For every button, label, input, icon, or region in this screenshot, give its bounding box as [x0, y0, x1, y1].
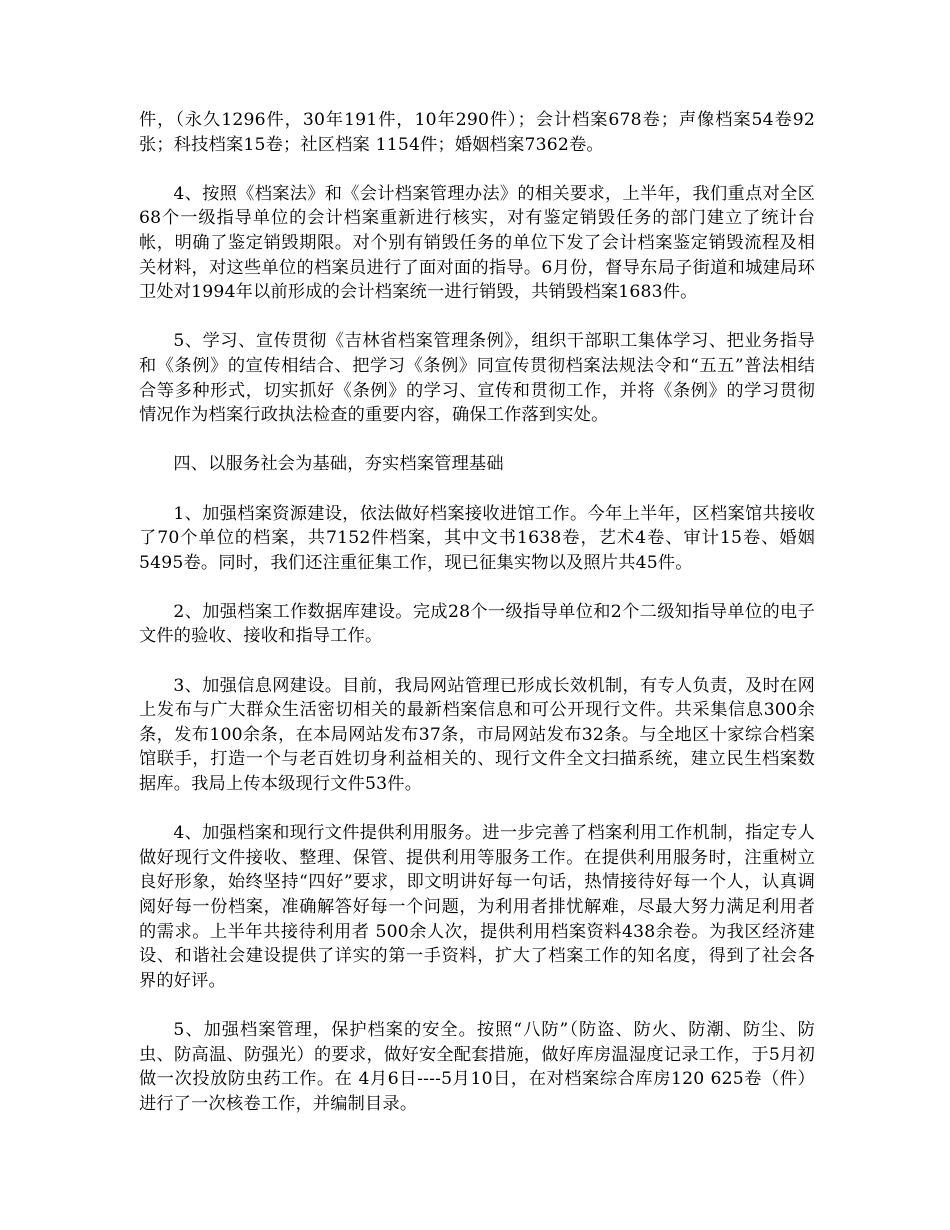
paragraph-regulations-study: 5、学习、宣传贯彻《吉林省档案管理条例》，组织干部职工集体学习、把业务指导和《条例》的宣传相结合、把学习《条例》同宣传贯彻档案法规法令和“五五”普法相结合等多种形式，切实抓好《条例》的学习、宣传和贯彻工作，并将《条例》的学习贯彻情况作为档案行政执法检查的重要内容，确保工作落到实处。: [139, 331, 815, 426]
paragraph-continuation: 件，（永久1296件，30年191件，10年290件）；会计档案678卷；声像档案54卷92 张；科技档案15卷；社区档案 1154件；婚姻档案7362卷。: [139, 110, 815, 155]
section-heading: 四、以服务社会为基础，夯实档案管理基础: [173, 454, 504, 475]
paragraph-utilization-service: 4、加强档案和现行文件提供利用服务。进一步完善了档案利用工作机制，指定专人做好现行文件接收、整理、保管、提供利用等服务工作。在提供利用服务时，注重树立良好形象，始终坚持“四好”要求，即文明讲好每一句话，热情接待好每一个人，认真调阅好每一份档案，准确解答好每一个问题，为利用者排忧解难，尽最大努力满足利用者的需求。上半年共接待利用者 500余人次，提供利用档案资料438余卷。为我区经济建设、和谐社会建设提供了详实的第一手资料，扩大了档案工作的知名度，得到了社会各界的好评。: [139, 823, 815, 991]
paragraph-archive-safety: 5、加强档案管理，保护档案的安全。按照“八防”（防盗、防火、防潮、防尘、防虫、防高温、防强光）的要求，做好安全配套措施，做好库房温湿度记录工作，于5月初做一次投放防虫药工作。在 4月6日----5月10日，在对档案综合库房120 625卷（件）进行了一次核卷工作，并编制目录。: [139, 1019, 815, 1114]
paragraph-accounting-archives: 4、按照《档案法》和《会计档案管理办法》的相关要求，上半年，我们重点对全区68个一级指导单位的会计档案重新进行核实，对有鉴定销毁任务的部门建立了统计台帐，明确了鉴定销毁期限。对个别有销毁任务的单位下发了会计档案鉴定销毁流程及相关材料，对这些单位的档案员进行了面对面的指导。6月份，督导东局子街道和城建局环卫处对1994年以前形成的会计档案统一进行销毁，共销毁档案1683件。: [139, 183, 815, 303]
document-page: [139, 108, 815, 1141]
paragraph-resource-building: 1、加强档案资源建设，依法做好档案接收进馆工作。今年上半年，区档案馆共接收了70个单位的档案，共7152件档案，其中文书1638卷，艺术4卷、审计15卷、婚姻5495卷。同时，我们还注重征集工作，现已征集实物以及照片共45件。: [139, 503, 815, 573]
paragraph-database-building: 2、加强档案工作数据库建设。完成28个一级指导单位和2个二级知指导单位的电子文件的验收、接收和指导工作。: [139, 601, 815, 647]
paragraph-network-building: 3、加强信息网建设。目前，我局网站管理已形成长效机制，有专人负责，及时在网上发布与广大群众生活密切相关的最新档案信息和可公开现行文件。共采集信息300余条，发布100余条，在本局网站发布37条，市局网站发布32条。与全地区十家综合档案馆联手，打造一个与老百姓切身利益相关的、现行文件全文扫描系统，建立民生档案数据库。我局上传本级现行文件53件。: [139, 675, 815, 795]
